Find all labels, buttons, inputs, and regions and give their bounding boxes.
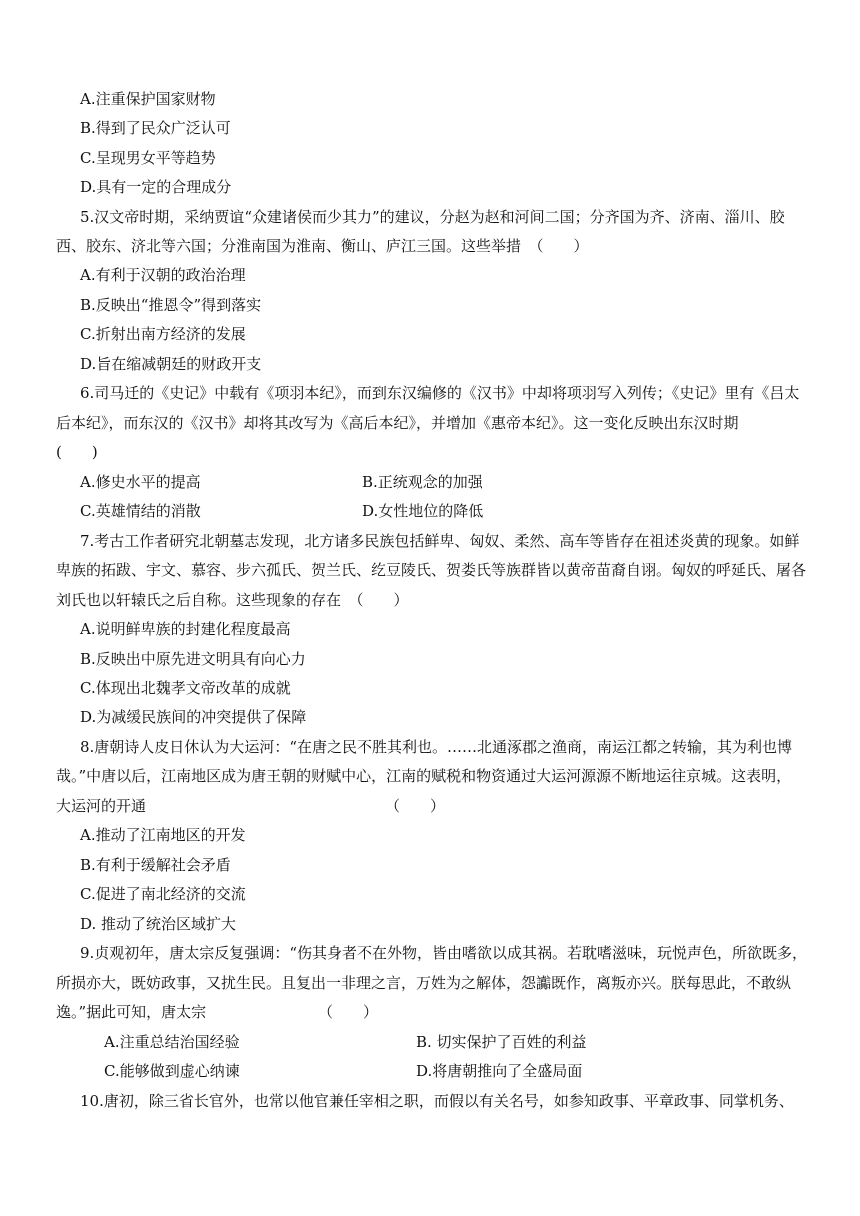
q6-option-d[interactable]: D.女性地位的降低 [362, 502, 484, 520]
q8-answer-blank: （ ） [385, 797, 446, 815]
q6-option-a[interactable]: A.修史水平的提高 [80, 473, 201, 491]
q8-option-c[interactable]: C.促进了南北经济的交流 [80, 885, 246, 903]
q5-option-c[interactable]: C.折射出南方经济的发展 [80, 325, 246, 343]
q6-option-c[interactable]: C.英雄情结的消散 [80, 502, 201, 520]
q8-stem-line-1: 8.唐朝诗人皮日休认为大运河：“在唐之民不胜其利也。……北通涿郡之渔商，南运江都之转输，其为利也博 [80, 738, 792, 756]
q9-option-d[interactable]: D.将唐朝推向了全盛局面 [416, 1062, 583, 1080]
q5-option-b[interactable]: B.反映出“推恩令”得到落实 [80, 296, 262, 314]
q8-option-a[interactable]: A.推动了江南地区的开发 [80, 826, 246, 844]
q8-stem-line-2: 哉。”中唐以后，江南地区成为唐王朝的财赋中心，江南的赋税和物资通过大运河源源不断地运往京城。这表明， [56, 767, 792, 785]
q4-option-c[interactable]: C.呈现男女平等趋势 [80, 149, 216, 167]
q4-option-d[interactable]: D.具有一定的合理成分 [80, 178, 232, 196]
q9-option-a[interactable]: A.注重总结治国经验 [104, 1033, 240, 1051]
q5-option-a[interactable]: A.有利于汉朝的政治治理 [80, 266, 246, 284]
q6-stem-line-3: ( ) [56, 443, 98, 461]
q7-stem-line-2: 卑族的拓跋、宇文、慕容、步六孤氏、贺兰氏、纥豆陵氏、贺娄氏等族群皆以黄帝苗裔自诩。匈奴的呼延氏、屠各 [56, 561, 807, 579]
q7-stem-line-1: 7.考古工作者研究北朝墓志发现，北方诸多民族包括鲜卑、匈奴、柔然、高车等皆存在祖述炎黄的现象。如鲜 [80, 532, 800, 550]
q7-option-d[interactable]: D.为减缓民族间的冲突提供了保障 [80, 708, 307, 726]
q9-answer-blank: （ ） [318, 1003, 379, 1021]
q5-stem-line-1: 5.汉文帝时期，采纳贾谊“众建诸侯而少其力”的建议，分赵为赵和河间二国；分齐国为齐、济南、淄川、胶 [80, 208, 785, 226]
q4-option-a[interactable]: A.注重保护国家财物 [80, 90, 216, 108]
q5-option-d[interactable]: D.旨在缩减朝廷的财政开支 [80, 355, 262, 373]
q7-option-a[interactable]: A.说明鲜卑族的封建化程度最高 [80, 620, 291, 638]
q6-stem-line-1: 6.司马迁的《史记》中载有《项羽本纪》，而到东汉编修的《汉书》中却将项羽写入列传；《史记》里有《吕太 [80, 384, 800, 402]
q5-stem-line-2: 西、胶东、济北等六国；分淮南国为淮南、衡山、庐江三国。这些举措 （ ） [56, 237, 589, 255]
q8-option-d[interactable]: D. 推动了统治区域扩大 [80, 915, 237, 933]
q9-stem-line-3: 逸。”据此可知，唐太宗 [56, 1003, 207, 1021]
q7-option-c[interactable]: C.体现出北魏孝文帝改革的成就 [80, 679, 291, 697]
q6-stem-line-2: 后本纪》，而东汉的《汉书》却将其改写为《高后本纪》，并增加《惠帝本纪》。这一变化反映出东汉时期 [56, 414, 739, 432]
q10-stem-line-1: 10.唐初，除三省长官外，也常以他官兼任宰相之职，而假以有关名号，如参知政事、平章政事、同掌机务、 [80, 1092, 794, 1110]
q9-stem-line-2: 所损亦大，既妨政事，又扰生民。且复出一非理之言，万姓为之解体，怨讟既作，离叛亦兴。朕每思此，不敢纵 [56, 974, 792, 992]
q9-stem-line-1: 9.贞观初年，唐太宗反复强调：“伤其身者不在外物，皆由嗜欲以成其祸。若耽嗜滋味，玩悦声色，所欲既多， [80, 944, 807, 962]
q4-option-b[interactable]: B.得到了民众广泛认可 [80, 119, 231, 137]
q9-option-c[interactable]: C.能够做到虚心纳谏 [104, 1062, 240, 1080]
q8-option-b[interactable]: B.有利于缓解社会矛盾 [80, 856, 231, 874]
q7-stem-line-3: 刘氏也以轩辕氏之后自称。这些现象的存在 （ ） [56, 591, 409, 609]
q9-option-b[interactable]: B. 切实保护了百姓的利益 [416, 1033, 587, 1051]
q8-stem-line-3: 大运河的开通 [56, 797, 147, 815]
q7-option-b[interactable]: B.反映出中原先进文明具有向心力 [80, 650, 306, 668]
q6-option-b[interactable]: B.正统观念的加强 [362, 473, 483, 491]
